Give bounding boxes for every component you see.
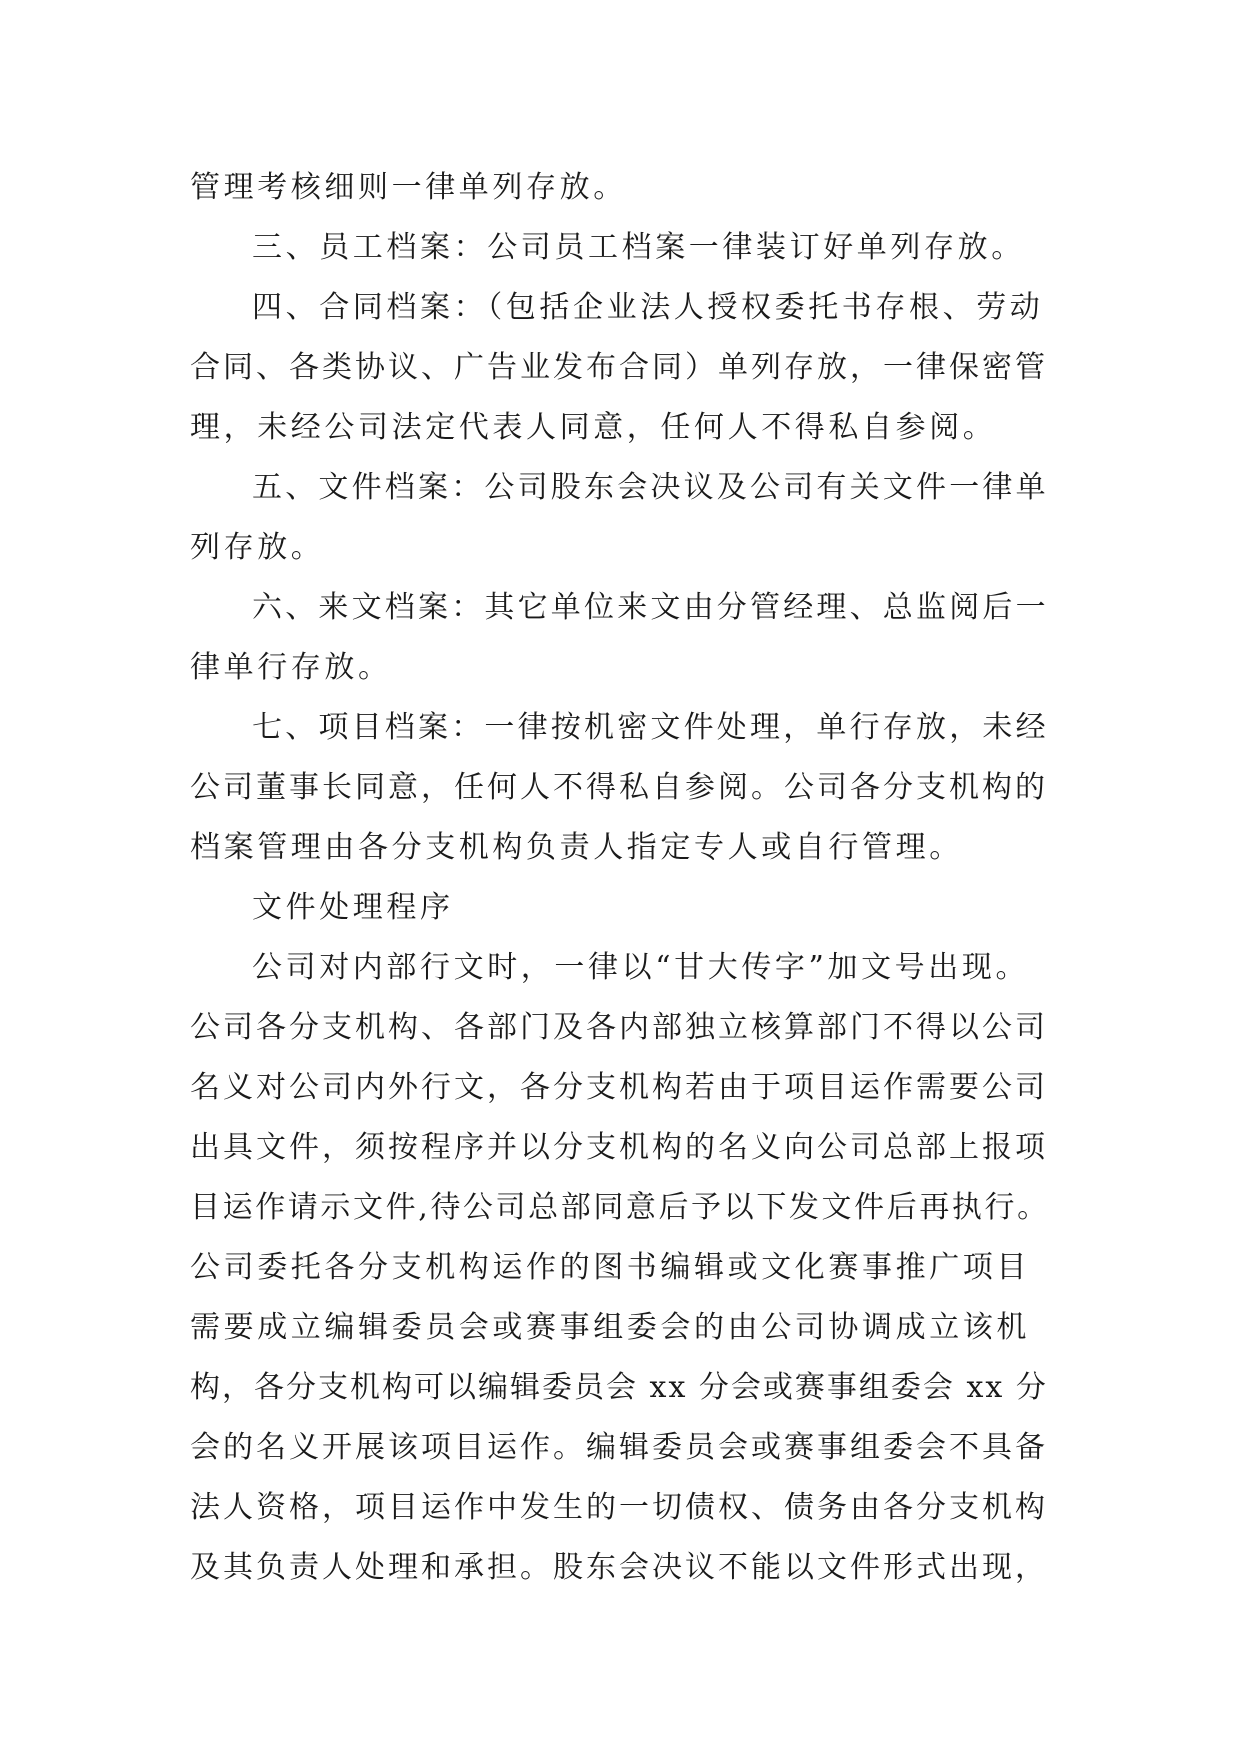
- text-line: 会的名义开展该项目运作。编辑委员会或赛事组委会不具备: [190, 1430, 1048, 1465]
- text-line: 管理考核细则一律单列存放。: [190, 170, 627, 205]
- text-line: 四、合同档案：（包括企业法人授权委托书存根、劳动: [252, 290, 1044, 325]
- text-line: 七、项目档案：一律按机密文件处理，单行存放，未经: [252, 710, 1049, 745]
- text-line: 公司各分支机构、各部门及各内部独立核算部门不得以公司: [190, 1010, 1048, 1045]
- text-line: 出具文件，须按程序并以分支机构的名义向公司总部上报项: [190, 1130, 1048, 1165]
- text-line: 公司委托各分支机构运作的图书编辑或文化赛事推广项目: [190, 1250, 1030, 1285]
- text-line: 公司对内部行文时，一律以“甘大传字”加文号出现。: [252, 950, 1030, 985]
- text-line: 三、员工档案：公司员工档案一律装订好单列存放。: [252, 230, 1025, 265]
- text-line: 名义对公司内外行文，各分支机构若由于项目运作需要公司: [190, 1070, 1048, 1105]
- text-line: 及其负责人处理和承担。股东会决议不能以文件形式出现，: [190, 1550, 1048, 1585]
- text-line: 列存放。: [190, 530, 325, 565]
- text-line: 公司董事长同意，任何人不得私自参阅。公司各分支机构的: [190, 770, 1048, 805]
- text-line: 五、文件档案：公司股东会决议及公司有关文件一律单: [252, 470, 1049, 505]
- section-heading: 文件处理程序: [252, 890, 454, 925]
- document-body: [190, 158, 1050, 1598]
- text-line: 理，未经公司法定代表人同意，任何人不得私自参阅。: [190, 410, 997, 445]
- text-line: 目运作请示文件,待公司总部同意后予以下发文件后再执行。: [190, 1190, 1050, 1225]
- text-line: 需要成立编辑委员会或赛事组委会的由公司协调成立该机: [190, 1310, 1030, 1345]
- text-line: 律单行存放。: [190, 650, 392, 685]
- text-line: 合同、各类协议、广告业发布合同）单列存放，一律保密管: [190, 350, 1048, 385]
- text-line: 法人资格，项目运作中发生的一切债权、债务由各分支机构: [190, 1490, 1048, 1525]
- text-line: 六、来文档案：其它单位来文由分管经理、总监阅后一: [252, 590, 1049, 625]
- text-line: 构，各分支机构可以编辑委员会 xx 分会或赛事组委会 xx 分: [190, 1370, 1048, 1405]
- text-line: 档案管理由各分支机构负责人指定专人或自行管理。: [190, 830, 963, 865]
